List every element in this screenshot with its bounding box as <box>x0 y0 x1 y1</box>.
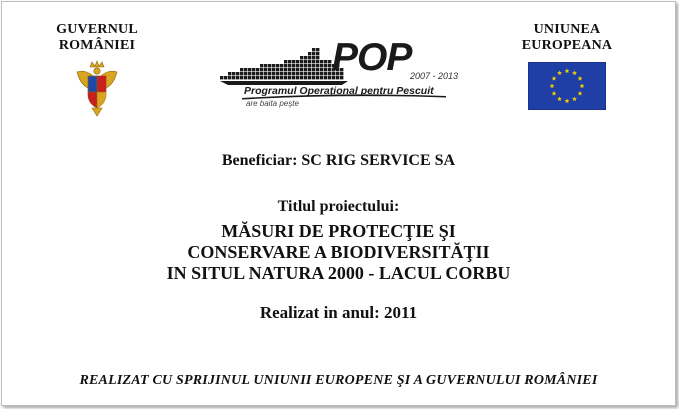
vessel-mosaic-block <box>316 64 319 67</box>
vessel-mosaic-block <box>308 52 311 55</box>
vessel-mosaic-block <box>276 72 279 75</box>
vessel-mosaic-block <box>288 72 291 75</box>
vessel-mosaic-block <box>308 68 311 71</box>
vessel-mosaic-block <box>272 68 275 71</box>
vessel-mosaic-block <box>312 72 315 75</box>
vessel-mosaic-block <box>228 72 231 75</box>
vessel-mosaic-block <box>316 68 319 71</box>
government-label-line1: GUVERNUL <box>56 22 138 37</box>
project-title-line: CONSERVARE A BIODIVERSITĂŢII <box>187 242 490 262</box>
vessel-mosaic-block <box>292 68 295 71</box>
vessel-mosaic-block <box>324 72 327 75</box>
european-union-block <box>512 22 622 110</box>
vessel-mosaic-block <box>320 68 323 71</box>
vessel-mosaic-block <box>320 64 323 67</box>
vessel-mosaic-block <box>268 68 271 71</box>
vessel-mosaic-block <box>284 64 287 67</box>
vessel-mosaic-block <box>292 72 295 75</box>
vessel-mosaic-block <box>288 68 291 71</box>
vessel-mosaic-block <box>244 72 247 75</box>
vessel-mosaic-block <box>308 60 311 63</box>
vessel-mosaic-block <box>252 72 255 75</box>
vessel-mosaic-block <box>320 72 323 75</box>
vessel-mosaic-block <box>280 76 283 79</box>
vessel-mosaic-block <box>288 76 291 79</box>
vessel-mosaic-block <box>232 76 235 79</box>
pop-logo-subtitle: Programul Operaţional pentru Pescuit <box>244 85 434 97</box>
vessel-mosaic-block <box>320 76 323 79</box>
vessel-mosaic-block <box>264 68 267 71</box>
vessel-mosaic-block <box>232 72 235 75</box>
vessel-mosaic-block <box>300 56 303 59</box>
pop-logo-tagline: are baita peşte <box>246 99 299 108</box>
vessel-mosaic-block <box>292 60 295 63</box>
vessel-mosaic-block <box>284 76 287 79</box>
vessel-mosaic-block <box>220 76 223 79</box>
vessel-mosaic-block <box>236 76 239 79</box>
government-label-line2: ROMÂNIEI <box>58 38 136 53</box>
funding-footer: REALIZAT CU SPRIJINUL UNIUNII EUROPENE ŞI A GUVERNULUI ROMÂNIEI <box>79 373 598 388</box>
vessel-mosaic-block <box>308 72 311 75</box>
romanian-government-block <box>42 22 152 118</box>
vessel-mosaic-block <box>224 76 227 79</box>
vessel-mosaic-block <box>260 72 263 75</box>
project-title-line: IN SITUL NATURA 2000 - LACUL CORBU <box>166 263 511 283</box>
vessel-mosaic-block <box>296 68 299 71</box>
vessel-mosaic-block <box>244 76 247 79</box>
vessel-mosaic-block <box>312 48 315 51</box>
vessel-mosaic-block <box>308 56 311 59</box>
vessel-mosaic-block <box>316 72 319 75</box>
vessel-mosaic-block <box>236 72 239 75</box>
romania-coat-of-arms-icon <box>73 60 121 118</box>
vessel-mosaic-block <box>240 72 243 75</box>
vessel-mosaic-block <box>300 76 303 79</box>
vessel-mosaic-block <box>268 72 271 75</box>
vessel-mosaic-block <box>324 60 327 63</box>
project-title-label: Titlul proiectului: <box>277 198 400 215</box>
vessel-mosaic-block <box>276 76 279 79</box>
vessel-mosaic-block <box>300 64 303 67</box>
vessel-mosaic-block <box>260 68 263 71</box>
vessel-mosaic-block <box>304 76 307 79</box>
vessel-mosaic-block <box>292 64 295 67</box>
vessel-mosaic-block <box>316 52 319 55</box>
project-title <box>2 221 675 284</box>
vessel-mosaic-block <box>264 76 267 79</box>
vessel-mosaic-block <box>296 64 299 67</box>
pop-logo-years: 2007 - 2013 <box>410 71 459 81</box>
vessel-mosaic-block <box>264 72 267 75</box>
vessel-mosaic-block <box>296 76 299 79</box>
vessel-mosaic-block <box>316 48 319 51</box>
vessel-mosaic-block <box>276 64 279 67</box>
completion-year-text: Realizat in anul: 2011 <box>259 303 418 322</box>
vessel-mosaic-block <box>328 64 331 67</box>
vessel-mosaic-block <box>312 56 315 59</box>
vessel-mosaic-block <box>240 68 243 71</box>
vessel-mosaic-block <box>328 76 331 79</box>
vessel-mosaic-block <box>312 60 315 63</box>
vessel-mosaic-block <box>304 68 307 71</box>
vessel-mosaic-block <box>280 72 283 75</box>
pop-logo-title: POP <box>332 36 412 79</box>
vessel-mosaic-block <box>316 60 319 63</box>
vessel-mosaic-block <box>272 64 275 67</box>
vessel-mosaic-block <box>228 76 231 79</box>
eu-label-line2: EUROPEANA <box>521 38 613 53</box>
vessel-mosaic-block <box>312 64 315 67</box>
vessel-mosaic-block <box>320 60 323 63</box>
vessel-mosaic-block <box>248 76 251 79</box>
vessel-mosaic-block <box>308 64 311 67</box>
vessel-mosaic-block <box>312 52 315 55</box>
vessel-mosaic-block <box>284 72 287 75</box>
vessel-mosaic-block <box>316 56 319 59</box>
vessel-mosaic-block <box>316 76 319 79</box>
vessel-mosaic-block <box>304 56 307 59</box>
vessel-mosaic-block <box>248 68 251 71</box>
vessel-mosaic-block <box>268 64 271 67</box>
beneficiary-text: Beneficiar: SC RIG SERVICE SA <box>221 152 456 169</box>
vessel-mosaic-block <box>276 68 279 71</box>
vessel-mosaic-block <box>280 64 283 67</box>
vessel-mosaic-block <box>324 76 327 79</box>
vessel-mosaic-block <box>272 76 275 79</box>
vessel-mosaic-block <box>240 76 243 79</box>
vessel-mosaic-block <box>264 64 267 67</box>
vessel-mosaic-block <box>256 76 259 79</box>
vessel-mosaic-block <box>268 76 271 79</box>
vessel-mosaic-block <box>328 68 331 71</box>
eu-label-line1: UNIUNEA <box>533 22 601 37</box>
vessel-mosaic-block <box>292 76 295 79</box>
vessel-mosaic-block <box>288 64 291 67</box>
vessel-mosaic-block <box>324 68 327 71</box>
project-title-line: MĂSURI DE PROTECŢIE ŞI <box>221 221 456 241</box>
vessel-mosaic-block <box>304 64 307 67</box>
vessel-mosaic-block <box>248 72 251 75</box>
vessel-mosaic-block <box>260 64 263 67</box>
vessel-mosaic-block <box>288 60 291 63</box>
project-plaque <box>1 1 676 406</box>
vessel-mosaic-block <box>312 68 315 71</box>
vessel-mosaic-block <box>284 68 287 71</box>
vessel-mosaic-block <box>304 72 307 75</box>
vessel-mosaic-block <box>328 72 331 75</box>
vessel-mosaic-block <box>300 60 303 63</box>
vessel-mosaic-block <box>296 72 299 75</box>
vessel-mosaic-block <box>256 72 259 75</box>
vessel-mosaic-block <box>304 60 307 63</box>
vessel-mosaic-block <box>252 76 255 79</box>
vessel-mosaic-block <box>260 76 263 79</box>
vessel-mosaic-block <box>300 72 303 75</box>
vessel-mosaic-block <box>312 76 315 79</box>
pop-program-logo <box>214 36 474 112</box>
vessel-mosaic-block <box>296 60 299 63</box>
vessel-mosaic-block <box>256 68 259 71</box>
vessel-mosaic-block <box>308 76 311 79</box>
vessel-mosaic-block <box>272 72 275 75</box>
vessel-mosaic-block <box>244 68 247 71</box>
vessel-mosaic-block <box>280 68 283 71</box>
vessel-mosaic-block <box>252 68 255 71</box>
vessel-mosaic-block <box>284 60 287 63</box>
vessel-mosaic-block <box>300 68 303 71</box>
vessel-mosaic-block <box>324 64 327 67</box>
eu-flag-icon <box>528 62 606 110</box>
vessel-mosaic-block <box>328 60 331 63</box>
